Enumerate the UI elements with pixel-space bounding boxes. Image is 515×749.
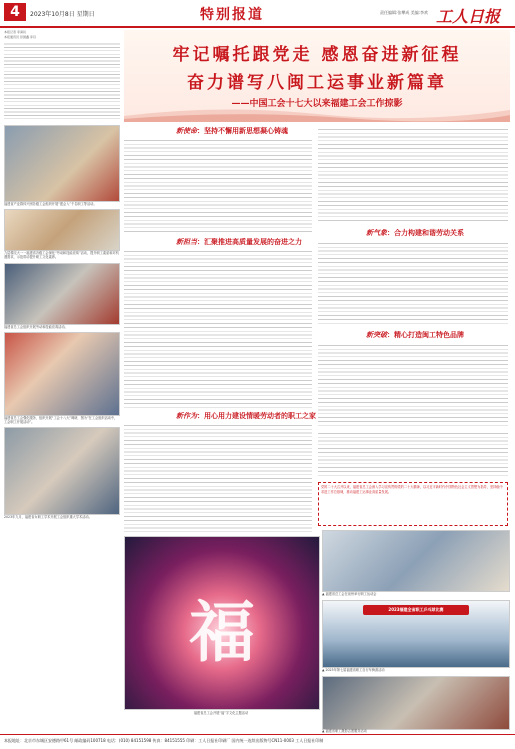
banner-wave [124, 102, 510, 122]
photo-competition [4, 263, 120, 325]
photo-workers-meeting [4, 125, 120, 202]
section-heading-1: 新使命：坚持不懈用新思想凝心铸魂 [176, 127, 288, 135]
section-title: 特别报道 [200, 7, 264, 23]
photo-caption-mid: 福建省总工会开展“福”字文化主题活动 [193, 711, 249, 715]
fu-character: 福 [189, 593, 255, 671]
footer-text: 本报地址：北京市东城区安德路甲61号 邮政编码100718 电话：(010) 84151598 传真：84151555 印刷：工人日报社印刷厂 国内统一连续出版物号CN11-0003 工人日报社印制 [4, 738, 324, 743]
photo-volunteers [322, 676, 510, 730]
page-footer [0, 734, 515, 749]
section-heading-4: 新气象：合力构建和谐劳动关系 [366, 229, 464, 237]
photo-caption-right-2: ▲ 2023年第七届福建省职工自行车骑游活动 [322, 668, 385, 672]
photo-service [4, 332, 120, 416]
issue-date: 2023年10月8日 星期日 [30, 11, 95, 18]
right-column-text-top [318, 126, 508, 224]
section-4-body [318, 240, 508, 326]
correspondent-line: 本报通讯员 彭国鑫 李丹 [4, 34, 36, 39]
headline-line-1: 牢记嘱托跟党走 感恩奋进新征程 [172, 45, 462, 65]
section-heading-5: 新突破：精心打造闽工特色品牌 [366, 331, 464, 339]
photo-caption-right-3: ▲ 福建省职工摄影志愿服务活动 [322, 729, 367, 733]
left-column [4, 30, 120, 694]
section-1-body [124, 137, 312, 235]
photo-caption: 2023年九月，福建省女职工学术开展工会组织重大学术活动。 [4, 515, 92, 520]
newspaper-logo: 工人日报 [436, 7, 501, 26]
photo-caption: 福建省产业群体兴困各级工会组织开展“建会入”千名职工等活动。 [4, 202, 97, 206]
photo-caption: 福建省总工会强化服务，组织开展“工会十八大”调研，图为“在工会组织活动中，工会职工开展活动”。 [4, 415, 118, 425]
sidebar-note: 党的二十大召开以来，福建省总工会深入学习宣传贯彻党的二十大精神，以习近平新时代中国特色社会主义思想为指导，坚持稳中求进工作总基调，推动福建工运事业高质量发展。 [318, 482, 508, 526]
headline-subtitle: ——中国工会十七大以来福建工会工作掠影 [231, 99, 403, 109]
section-2-body [124, 248, 312, 408]
photo-cycling [322, 600, 510, 668]
event-badge: 2023福建全省职工乒乓球比赛 [363, 605, 469, 615]
photo-caption-right-1: ▲ 福建省总工会在泉州举行职工运动会 [322, 592, 377, 596]
section-heading-2: 新担当：汇聚推进高质量发展的奋进之力 [176, 238, 302, 246]
photo-fu-celebration [124, 536, 320, 710]
editors: 责任编辑:张攀成 美编:李欢 [380, 10, 428, 15]
photo-sports-meet [322, 530, 510, 592]
photo-caption: 九层梯交大一一福建省各级工会深化“劳动和技能竞赛”活动，提升职工素质和对机遇需求，示范带动提升职工文化素养。 [4, 251, 119, 260]
section-5-body-cont [318, 430, 508, 478]
photo-women-workers [4, 427, 120, 515]
section-3-body [124, 422, 312, 532]
headline-banner [124, 30, 510, 122]
photo-caption: 福建省总工会组织开展劳动和技能竞赛活动。 [4, 324, 68, 329]
intro-text [4, 41, 120, 121]
reporter-line: 本报记者 李润钊 [4, 30, 26, 34]
page-number: 4 [4, 3, 26, 21]
section-5-body [318, 342, 508, 426]
section-heading-3: 新作为：用心用力建设情暖劳动者的职工之家 [176, 412, 316, 420]
headline-line-2: 奋力谱写八闽工运事业新篇章 [187, 73, 447, 93]
photo-training [4, 209, 120, 251]
